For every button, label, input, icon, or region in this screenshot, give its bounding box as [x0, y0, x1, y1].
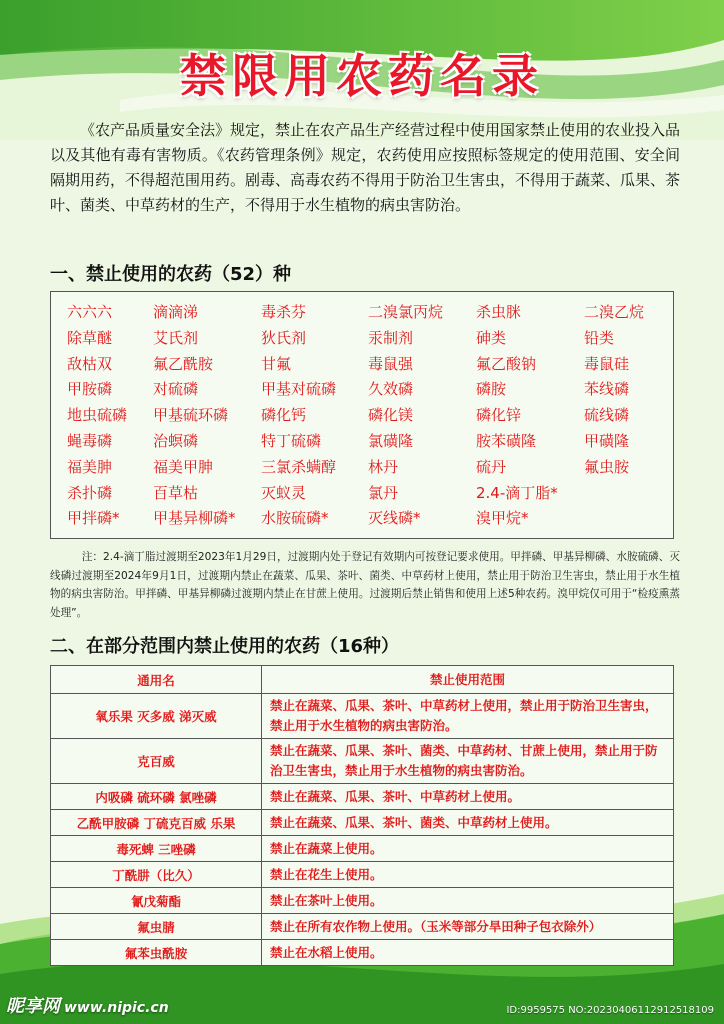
pesticide-item: 治螟磷: [153, 431, 199, 450]
pesticide-item: 砷类: [476, 328, 507, 347]
section1-heading: 一、禁止使用的农药（52）种: [50, 264, 292, 285]
pesticide-item: 2.4-滴丁脂*: [476, 483, 558, 502]
pesticide-item: 硫线磷: [584, 406, 630, 425]
pesticide-item: 福美甲胂: [153, 457, 214, 476]
pesticide-item: 二溴乙烷: [584, 303, 645, 321]
banned-pesticide-box: [50, 291, 674, 539]
pesticide-item: 灭蚁灵: [261, 483, 307, 502]
table-row: [51, 694, 674, 739]
pesticide-item: 特丁硫磷: [261, 431, 322, 450]
pesticide-item: 敌枯双: [67, 354, 113, 373]
pesticide-name-cell: 乙酰甲胺磷 丁硫克百威 乐果: [51, 810, 262, 836]
intro-paragraph: 《农产品质量安全法》规定，禁止在农产品生产经营过程中使用国家禁止使用的农业投入品以及其他有毒有害物质。《农药管理条例》规定，农药使用应按照标签规定的使用范围、安全间隔期用药，不得超范围用药。剧毒、高毒农药不得用于防治卫生害虫，不得用于蔬菜、瓜果、茶叶、菌类、中草药材的生产，不得用于水生植物的病虫害防治。: [50, 121, 681, 214]
logo-text: 昵享网: [6, 996, 60, 1017]
pesticide-name-cell: 毒死蜱 三唑磷: [51, 836, 262, 862]
pesticide-item: 氟乙酸钠: [476, 354, 537, 373]
pesticide-item: 硫丹: [476, 457, 507, 476]
pesticide-item: 毒鼠硅: [584, 354, 630, 373]
pesticide-name-cell: 氧乐果 灭多威 涕灭威: [51, 694, 262, 739]
pesticide-name-cell: 氟虫腈: [51, 914, 262, 940]
pesticide-item: 二溴氯丙烷: [368, 303, 444, 321]
pesticide-item: 杀扑磷: [67, 483, 113, 502]
banned-pesticide-grid: [67, 300, 680, 532]
scope-cell: 禁止在蔬菜、瓜果、茶叶、中草药材上使用，禁止用于防治卫生害虫，禁止用于水生植物的病虫害防治。: [262, 694, 674, 739]
scope-cell: 禁止在花生上使用。: [262, 862, 674, 888]
scope-cell: 禁止在水稻上使用。: [262, 940, 674, 966]
pesticide-item: 胺苯磺隆: [476, 431, 537, 450]
pesticide-item: 滴滴涕: [153, 303, 199, 321]
pesticide-item: 杀虫脒: [476, 303, 522, 321]
pesticide-item: 甲拌磷*: [67, 509, 120, 528]
table-row: [51, 810, 674, 836]
pesticide-name-cell: 氟苯虫酰胺: [51, 940, 262, 966]
pesticide-item: 磷化锌: [476, 406, 522, 425]
restricted-pesticide-table: [50, 665, 674, 966]
pesticide-item: 苯线磷: [584, 380, 630, 399]
table-header-row: [51, 666, 674, 694]
pesticide-item: 林丹: [368, 457, 399, 476]
pesticide-item: 氟乙酰胺: [153, 354, 214, 373]
pesticide-name-cell: 氰戊菊酯: [51, 888, 262, 914]
col-header-name: 通用名: [51, 666, 262, 694]
pesticide-item: 福美胂: [67, 457, 113, 476]
table-row: [51, 862, 674, 888]
pesticide-item: 水胺硫磷*: [261, 509, 329, 528]
transition-note: 注：2.4-滴丁脂过渡期至2023年1月29日，过渡期内处于登记有效期内可按登记要求使用。甲拌磷、甲基异柳磷、水胺硫磷、灭线磷过渡期至2024年9月1日，过渡期内禁止在蔬菜、瓜果、茶叶、菌类、中草药材上使用，禁止用于防治卫生害虫，禁止用于水生植物的病虫害防治。甲拌磷、甲基异柳磷过渡期内禁止在甘蔗上使用。过渡期后禁止销售和使用上述5种农药。溴甲烷仅可用于“检疫熏蒸处理”。: [50, 551, 680, 619]
table-row: [51, 940, 674, 966]
table-row: [51, 888, 674, 914]
pesticide-item: [584, 506, 680, 532]
scope-cell: 禁止在蔬菜上使用。: [262, 836, 674, 862]
pesticide-item: 毒鼠强: [368, 354, 414, 373]
col-header-scope: 禁止使用范围: [262, 666, 674, 694]
pesticide-item: [584, 481, 680, 507]
pesticide-item: 甲基硫环磷: [153, 406, 229, 425]
pesticide-item: 甲胺磷: [67, 380, 113, 399]
pesticide-item: 对硫磷: [153, 380, 199, 399]
pesticide-item: 三氯杀螨醇: [261, 457, 337, 476]
table-row: [51, 914, 674, 940]
scope-cell: 禁止在茶叶上使用。: [262, 888, 674, 914]
pesticide-item: 灭线磷*: [368, 509, 421, 528]
pesticide-item: 久效磷: [368, 380, 414, 399]
table-row: [51, 836, 674, 862]
pesticide-item: 甘氟: [261, 354, 292, 373]
pesticide-item: 磷化镁: [368, 406, 414, 425]
pesticide-item: 狄氏剂: [261, 328, 307, 347]
footer-logo: [6, 992, 169, 1018]
pesticide-name-cell: 内吸磷 硫环磷 氯唑磷: [51, 784, 262, 810]
image-id: ID:9959575 NO:20230406112912518109: [506, 1005, 714, 1016]
pesticide-name-cell: 克百威: [51, 739, 262, 784]
pesticide-item: 汞制剂: [368, 328, 414, 347]
pesticide-item: 甲磺隆: [584, 431, 630, 450]
pesticide-item: 氯丹: [368, 483, 399, 502]
table-row: [51, 784, 674, 810]
site-url[interactable]: www.nipic.cn: [64, 1000, 169, 1016]
pesticide-item: 磷胺: [476, 380, 507, 399]
pesticide-item: 百草枯: [153, 483, 199, 502]
scope-cell: 禁止在蔬菜、瓜果、茶叶、中草药材上使用。: [262, 784, 674, 810]
pesticide-item: 毒杀芬: [261, 303, 307, 321]
pesticide-item: 溴甲烷*: [476, 509, 529, 528]
pesticide-item: 甲基异柳磷*: [153, 509, 236, 528]
scope-cell: 禁止在蔬菜、瓜果、茶叶、菌类、中草药材、甘蔗上使用，禁止用于防治卫生害虫，禁止用于水生植物的病虫害防治。: [262, 739, 674, 784]
pesticide-item: 磷化钙: [261, 406, 307, 425]
pesticide-item: 六六六: [67, 303, 113, 321]
scope-cell: 禁止在所有农作物上使用。（玉米等部分旱田种子包衣除外）: [262, 914, 674, 940]
pesticide-item: 氯磺隆: [368, 431, 414, 450]
pesticide-item: 铅类: [584, 328, 615, 347]
pesticide-item: 蝇毒磷: [67, 431, 113, 450]
pesticide-item: 艾氏剂: [153, 328, 199, 347]
section2-heading: 二、在部分范围内禁止使用的农药（16种）: [50, 636, 400, 657]
table-row: [51, 739, 674, 784]
scope-cell: 禁止在蔬菜、瓜果、茶叶、菌类、中草药材上使用。: [262, 810, 674, 836]
pesticide-item: 地虫硫磷: [67, 406, 128, 425]
pesticide-item: 除草醚: [67, 328, 113, 347]
pesticide-item: 甲基对硫磷: [261, 380, 337, 399]
pesticide-item: 氟虫胺: [584, 457, 630, 476]
page-title: 禁限用农药名录: [180, 49, 544, 103]
pesticide-name-cell: 丁酰肼（比久）: [51, 862, 262, 888]
